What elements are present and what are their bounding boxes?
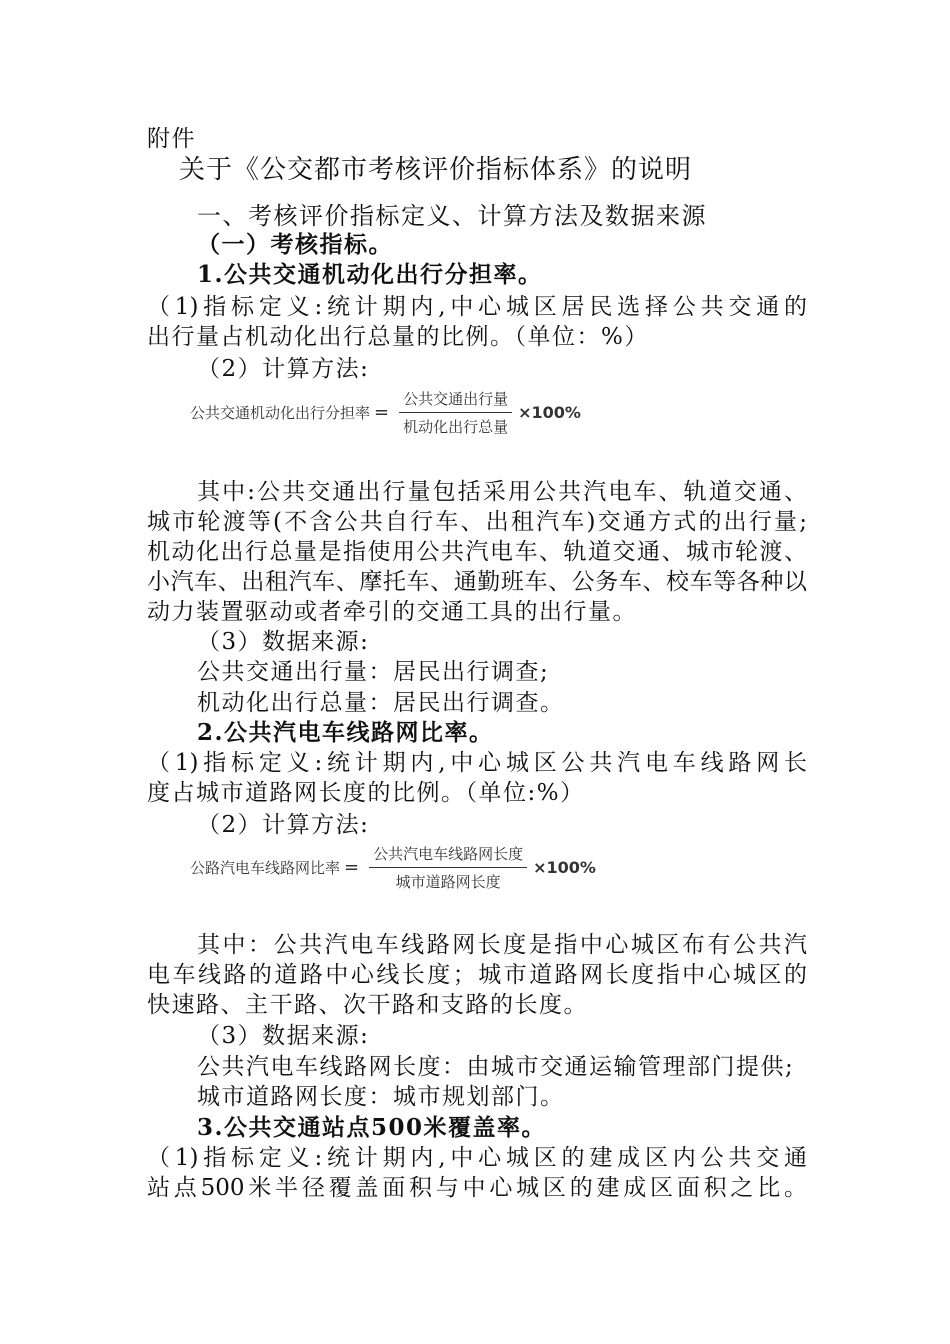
indicator-2-note-line: 电车线路的道路中心线长度；城市道路网长度指中心城区的	[147, 962, 807, 988]
indicator-1-source-line: 公共交通出行量：居民出行调查;	[197, 659, 550, 685]
indicator-2-method-label: （2）计算方法:	[197, 812, 370, 838]
indicator-1-note-line: 机动化出行总量是指使用公共汽电车、轨道交通、城市轮渡、	[147, 539, 807, 565]
attachment-label: 附件	[147, 126, 196, 152]
indicator-1-note-line: 动力装置驱动或者牵引的交通工具的出行量。	[147, 599, 637, 625]
formula-numerator: 公共汽电车线路网长度	[369, 843, 527, 868]
indicator-3-heading: 3.公共交通站点500米覆盖率。	[197, 1114, 547, 1141]
document-title: 关于《公交都市考核评价指标体系》的说明	[179, 155, 693, 185]
formula-multiplier: ×100%	[518, 403, 581, 422]
formula-equals: =	[344, 857, 360, 878]
indicator-2-formula	[190, 843, 596, 892]
indicator-3-definition-line: （1)指标定义:统计期内,中心城区的建成区内公共交通	[147, 1145, 807, 1171]
indicator-2-source-label: （3）数据来源:	[197, 1023, 370, 1049]
indicator-2-source-line: 城市道路网长度：城市规划部门。	[197, 1084, 565, 1110]
formula-fraction	[399, 388, 512, 437]
indicator-3-definition-line: 站点500米半径覆盖面积与中心城区的建成区面积之比。	[147, 1175, 807, 1201]
indicator-1-source-label: （3）数据来源:	[197, 629, 370, 655]
indicator-1-formula	[190, 388, 581, 437]
indicator-1-note-line: 其中:公共交通出行量包括采用公共汽电车、轨道交通、	[197, 479, 807, 505]
formula-label: 公路汽电车线路网比率	[190, 859, 341, 877]
indicator-2-heading: 2.公共汽电车线路网比率。	[197, 719, 494, 746]
formula-denominator: 机动化出行总量	[403, 418, 509, 436]
indicator-1-method-label: （2）计算方法:	[197, 356, 370, 382]
formula-equals: =	[374, 402, 390, 423]
formula-denominator: 城市道路网长度	[395, 873, 501, 891]
subsection-heading: （一）考核指标。	[197, 232, 393, 258]
formula-fraction	[369, 843, 527, 892]
indicator-2-definition-line: （1)指标定义:统计期内,中心城区公共汽电车线路网长	[147, 750, 807, 776]
indicator-1-note-line: 小汽车、出租汽车、摩托车、通勤班车、公务车、校车等各种以	[147, 569, 807, 595]
indicator-2-note-line: 其中：公共汽电车线路网长度是指中心城区布有公共汽	[197, 932, 807, 958]
formula-label: 公共交通机动化出行分担率	[190, 404, 371, 422]
indicator-2-note-line: 快速路、主干路、次干路和支路的长度。	[147, 992, 588, 1018]
indicator-1-note-line: 城市轮渡等(不含公共自行车、出租汽车)交通方式的出行量;	[147, 509, 807, 535]
formula-numerator: 公共交通出行量	[399, 388, 512, 413]
indicator-1-heading: 1.公共交通机动化出行分担率。	[197, 261, 543, 288]
indicator-2-definition-line: 度占城市道路网长度的比例。（单位:%）	[147, 780, 585, 806]
indicator-1-definition-line: （1)指标定义:统计期内,中心城区居民选择公共交通的	[147, 294, 807, 320]
formula-multiplier: ×100%	[533, 858, 596, 877]
indicator-1-source-line: 机动化出行总量：居民出行调查。	[197, 690, 565, 716]
indicator-1-definition-line: 出行量占机动化出行总量的比例。（单位：%）	[147, 324, 649, 350]
section-heading: 一、考核评价指标定义、计算方法及数据来源	[197, 202, 707, 230]
indicator-2-source-line: 公共汽电车线路网长度：由城市交通运输管理部门提供;	[197, 1054, 795, 1080]
